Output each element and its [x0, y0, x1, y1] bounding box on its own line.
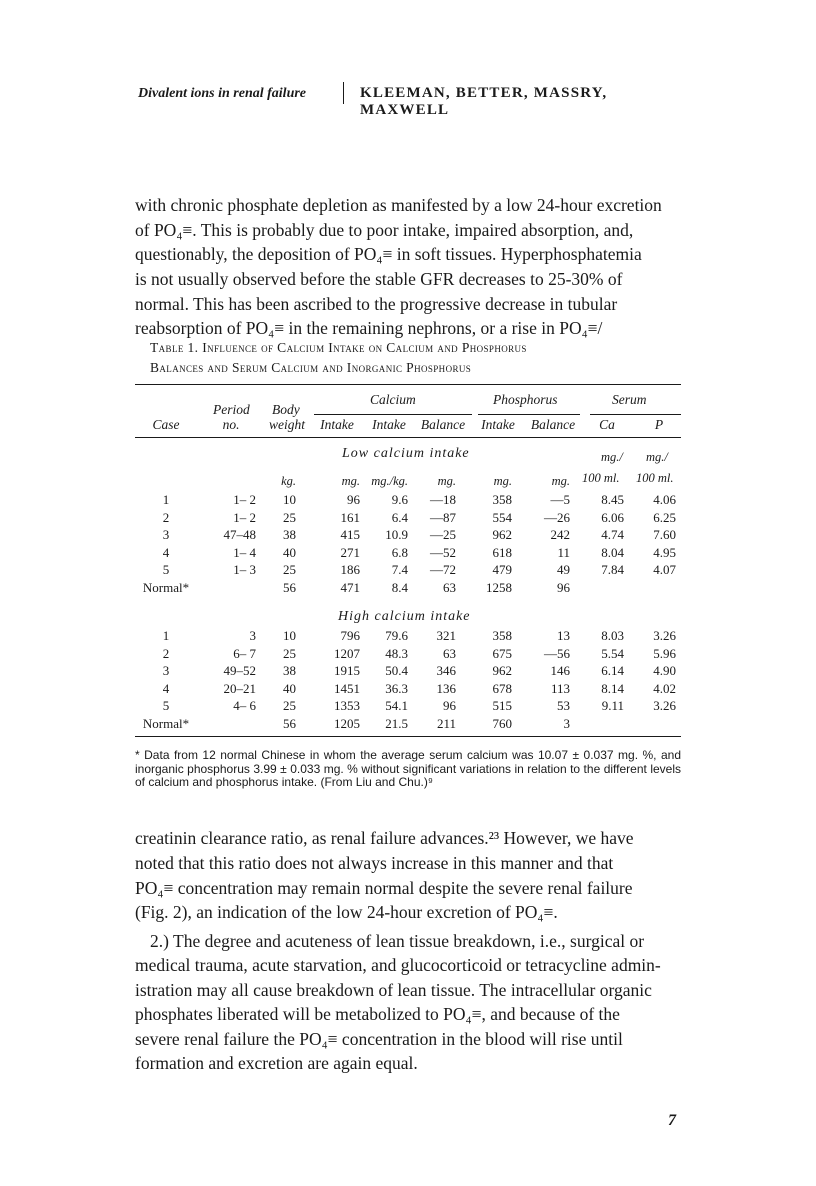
- table-cell: 2: [162, 509, 170, 525]
- section-high-calcium: High calcium intake: [338, 609, 471, 624]
- page-number: 7: [668, 1112, 676, 1129]
- col-header-body: Body: [272, 402, 300, 417]
- table-cell: 471: [340, 580, 360, 595]
- table-cell: 25: [283, 698, 296, 714]
- table-cell: 1– 3: [233, 562, 256, 578]
- table-cell: 161: [340, 509, 360, 525]
- table-cell: 10: [283, 628, 296, 643]
- table-cell: 1915: [334, 663, 360, 679]
- table-cell: 4.95: [653, 544, 676, 560]
- group-header-calcium: Calcium: [370, 392, 416, 407]
- table-cell: 53: [557, 698, 570, 714]
- column-header: weight: [269, 417, 305, 432]
- table-cell: 96: [557, 580, 570, 595]
- header-divider: [343, 82, 344, 104]
- table-cell: 796: [340, 628, 360, 643]
- table-cell: 36.3: [385, 680, 408, 696]
- table-cell: 7.60: [653, 527, 676, 543]
- table-cell: 3: [162, 527, 170, 543]
- column-header: Case: [152, 417, 180, 432]
- table-cell: 678: [492, 680, 512, 696]
- table-cell: 4.02: [653, 680, 676, 696]
- table-cell: 211: [436, 716, 456, 731]
- table-cell: 6.06: [601, 509, 624, 525]
- table-cell: 5: [162, 562, 170, 578]
- table-cell: 271: [340, 544, 360, 560]
- table-cell: 358: [492, 628, 512, 643]
- table-cell: —52: [430, 544, 456, 560]
- table-cell: 21.5: [385, 716, 408, 731]
- text-line: formation and excretion are again equal.: [135, 1053, 418, 1073]
- table-cell: 13: [557, 628, 570, 643]
- unit-label: mg.: [551, 474, 570, 488]
- table-cell: 25: [283, 562, 296, 578]
- column-header: Intake: [481, 417, 515, 432]
- table-cell: 618: [492, 544, 512, 560]
- table-cell: —25: [430, 527, 456, 543]
- table-cell: 63: [443, 580, 456, 595]
- table-cell: —72: [430, 562, 456, 578]
- table-caption-line: Balances and Serum Calcium and Inorganic Phosphorus: [150, 360, 472, 375]
- table-cell: 8.03: [601, 628, 624, 643]
- table-cell: 4: [162, 680, 170, 696]
- table-cell: 8.45: [601, 492, 624, 507]
- table-cell: 11: [557, 544, 570, 560]
- table-cell: Normal*: [142, 716, 190, 731]
- header-bottom-rule: [135, 437, 681, 438]
- text-line: medical trauma, acute starvation, and glucocorticoid or tetracycline admin-: [135, 955, 661, 975]
- table-cell: 321: [436, 628, 456, 643]
- table-cell: 4: [162, 544, 170, 560]
- table-cell: 415: [340, 527, 360, 543]
- text-line: reabsorption of PO₄≡ in the remaining nephrons, or a rise in PO₄≡/: [135, 318, 603, 338]
- text-line: questionably, the deposition of PO₄≡ in soft tissues. Hyperphosphatemia: [135, 244, 642, 264]
- table-caption: [150, 338, 670, 378]
- table-cell: 1: [162, 492, 170, 507]
- table-bottom-rule: [135, 736, 681, 737]
- running-title: Divalent ions in renal failure: [138, 86, 307, 101]
- table-cell: 20–21: [223, 680, 256, 696]
- text-line: PO₄≡ concentration may remain normal despite the severe renal failure: [135, 878, 633, 898]
- table-cell: 760: [492, 716, 512, 731]
- table-top-rule: [135, 384, 681, 385]
- table-cell: 3: [563, 716, 570, 731]
- table-cell: 5.54: [601, 645, 624, 661]
- running-authors: KLEEMAN, BETTER, MASSRY, MAXWELL: [360, 85, 608, 118]
- table-cell: 358: [492, 492, 512, 507]
- calcium-group-rule: [314, 414, 472, 415]
- column-header: Ca: [599, 417, 615, 432]
- column-header: P: [654, 417, 664, 432]
- table-cell: 962: [492, 663, 512, 679]
- table-cell: 38: [283, 527, 296, 543]
- table-cell: 1258: [486, 580, 512, 595]
- table-cell: 113: [550, 680, 570, 696]
- table-cell: 40: [283, 544, 296, 560]
- table-cell: 4.90: [653, 663, 676, 679]
- table-cell: 3.26: [653, 628, 676, 643]
- table-cell: 346: [436, 663, 456, 679]
- col-header-period: Period: [213, 402, 250, 417]
- table-cell: 25: [283, 645, 296, 661]
- table-cell: 4.07: [653, 562, 676, 578]
- table-cell: 675: [492, 645, 512, 661]
- table-cell: 56: [283, 716, 296, 731]
- table-cell: 1– 2: [233, 492, 256, 507]
- text-line: severe renal failure the PO₄≡ concentration in the blood will rise until: [135, 1029, 623, 1049]
- unit-p-top: mg./: [646, 450, 668, 464]
- table-cell: 54.1: [385, 698, 408, 714]
- text-line: is not usually observed before the stable GFR decreases to 25-30% of: [135, 269, 623, 289]
- table-cell: 50.4: [385, 663, 408, 679]
- section-low-calcium: Low calcium intake: [342, 446, 470, 461]
- serum-group-rule: [590, 414, 681, 415]
- table-cell: 5: [162, 698, 170, 714]
- table-cell: 1353: [334, 698, 360, 714]
- table-cell: 49–52: [223, 663, 256, 679]
- group-header-phosphorus: Phosphorus: [493, 392, 558, 407]
- text-line: 2.) The degree and acuteness of lean tissue breakdown, i.e., surgical or: [150, 931, 645, 951]
- table-cell: —87: [430, 509, 456, 525]
- table-cell: 1205: [334, 716, 360, 731]
- table-cell: 8.04: [601, 544, 624, 560]
- text-line: (Fig. 2), an indication of the low 24-hour excretion of PO₄≡.: [135, 902, 558, 922]
- unit-label: kg.: [281, 474, 296, 488]
- table-cell: 8.14: [601, 680, 624, 696]
- table-cell: 6.4: [391, 509, 408, 525]
- column-header: Intake: [372, 417, 406, 432]
- table-cell: 186: [340, 562, 360, 578]
- table-cell: —5: [550, 492, 570, 507]
- text-line: creatinin clearance ratio, as renal failure advances.²³ However, we have: [135, 828, 634, 848]
- unit-p-bottom: 100 ml.: [636, 471, 674, 485]
- table-cell: 25: [283, 509, 296, 525]
- table-cell: 515: [492, 698, 512, 714]
- table-cell: 479: [492, 562, 512, 578]
- table-cell: 1: [162, 628, 170, 643]
- table-footnote: * Data from 12 normal Chinese in whom the average serum calcium was 10.07 ± 0.037 mg. %, and inorganic phosphorus 3.99 ± 0.033 mg. % without significant variations in relation to the different levels of calcium and phosphorus intake. (From Liu and Chu.)⁹: [135, 748, 681, 789]
- table-cell: 3: [249, 628, 256, 643]
- table-cell: 38: [283, 663, 296, 679]
- table-cell: 1207: [334, 645, 360, 661]
- table-cell: 4– 6: [233, 698, 256, 714]
- table-cell: 96: [347, 492, 360, 507]
- table-cell: 79.6: [385, 628, 408, 643]
- table-cell: 6.8: [391, 544, 408, 560]
- table-cell: 7.84: [601, 562, 624, 578]
- table-cell: 56: [283, 580, 296, 595]
- table-cell: 554: [492, 509, 512, 525]
- table-cell: 146: [550, 663, 570, 679]
- table-cell: 5.96: [653, 645, 676, 661]
- table-cell: 7.4: [391, 562, 408, 578]
- text-line: phosphates liberated will be metabolized to PO₄≡, and because of the: [135, 1004, 620, 1024]
- unit-label: mg.: [437, 474, 456, 488]
- table-cell: 9.11: [601, 698, 624, 714]
- table-caption-line: Table 1. Influence of Calcium Intake on Calcium and Phosphorus: [150, 340, 527, 355]
- column-header: Balance: [530, 417, 576, 432]
- table-cell: 2: [162, 645, 170, 661]
- table-cell: 3.26: [653, 698, 676, 714]
- text-line: normal. This has been ascribed to the progressive decrease in tubular: [135, 294, 618, 314]
- table-cell: 6– 7: [233, 645, 256, 661]
- table-cell: 40: [283, 680, 296, 696]
- table-cell: 4.06: [653, 492, 676, 507]
- table-cell: 9.6: [391, 492, 408, 507]
- phosphorus-group-rule: [478, 414, 580, 415]
- table-cell: —26: [544, 509, 570, 525]
- table-cell: 4.74: [601, 527, 624, 543]
- table-cell: 1– 2: [233, 509, 256, 525]
- group-header-serum: Serum: [612, 392, 647, 407]
- table-cell: 96: [443, 698, 456, 714]
- table-cell: —18: [430, 492, 456, 507]
- table-cell: 242: [550, 527, 570, 543]
- text-line: istration may all cause breakdown of lean tissue. The intracellular organic: [135, 980, 652, 1000]
- table-cell: 10.9: [385, 527, 408, 543]
- text-line: noted that this ratio does not always increase in this manner and that: [135, 853, 614, 873]
- table-cell: 1451: [334, 680, 360, 696]
- table-cell: —56: [544, 645, 570, 661]
- unit-label: mg.: [493, 474, 512, 488]
- table-cell: Normal*: [142, 580, 190, 595]
- table-cell: 1– 4: [233, 544, 256, 560]
- table-cell: 10: [283, 492, 296, 507]
- unit-ca-bottom: 100 ml.: [582, 471, 620, 485]
- table-cell: 48.3: [385, 645, 408, 661]
- text-line: with chronic phosphate depletion as manifested by a low 24-hour excretion: [135, 195, 662, 215]
- column-header: Balance: [420, 417, 466, 432]
- table-cell: 63: [443, 645, 456, 661]
- table-cell: 6.25: [653, 509, 676, 525]
- table-cell: 6.14: [601, 663, 624, 679]
- unit-ca-top: mg./: [601, 450, 623, 464]
- table-cell: 136: [436, 680, 456, 696]
- running-header: [138, 80, 678, 118]
- column-header: Intake: [320, 417, 354, 432]
- table-cell: 3: [162, 663, 170, 679]
- table-cell: 8.4: [391, 580, 408, 595]
- table-cell: 47–48: [223, 527, 256, 543]
- unit-label: mg./kg.: [371, 474, 408, 488]
- text-line: of PO₄≡. This is probably due to poor intake, impaired absorption, and,: [135, 220, 634, 240]
- unit-label: mg.: [341, 474, 360, 488]
- column-header: no.: [222, 417, 240, 432]
- table-cell: 49: [557, 562, 570, 578]
- table-cell: 962: [492, 527, 512, 543]
